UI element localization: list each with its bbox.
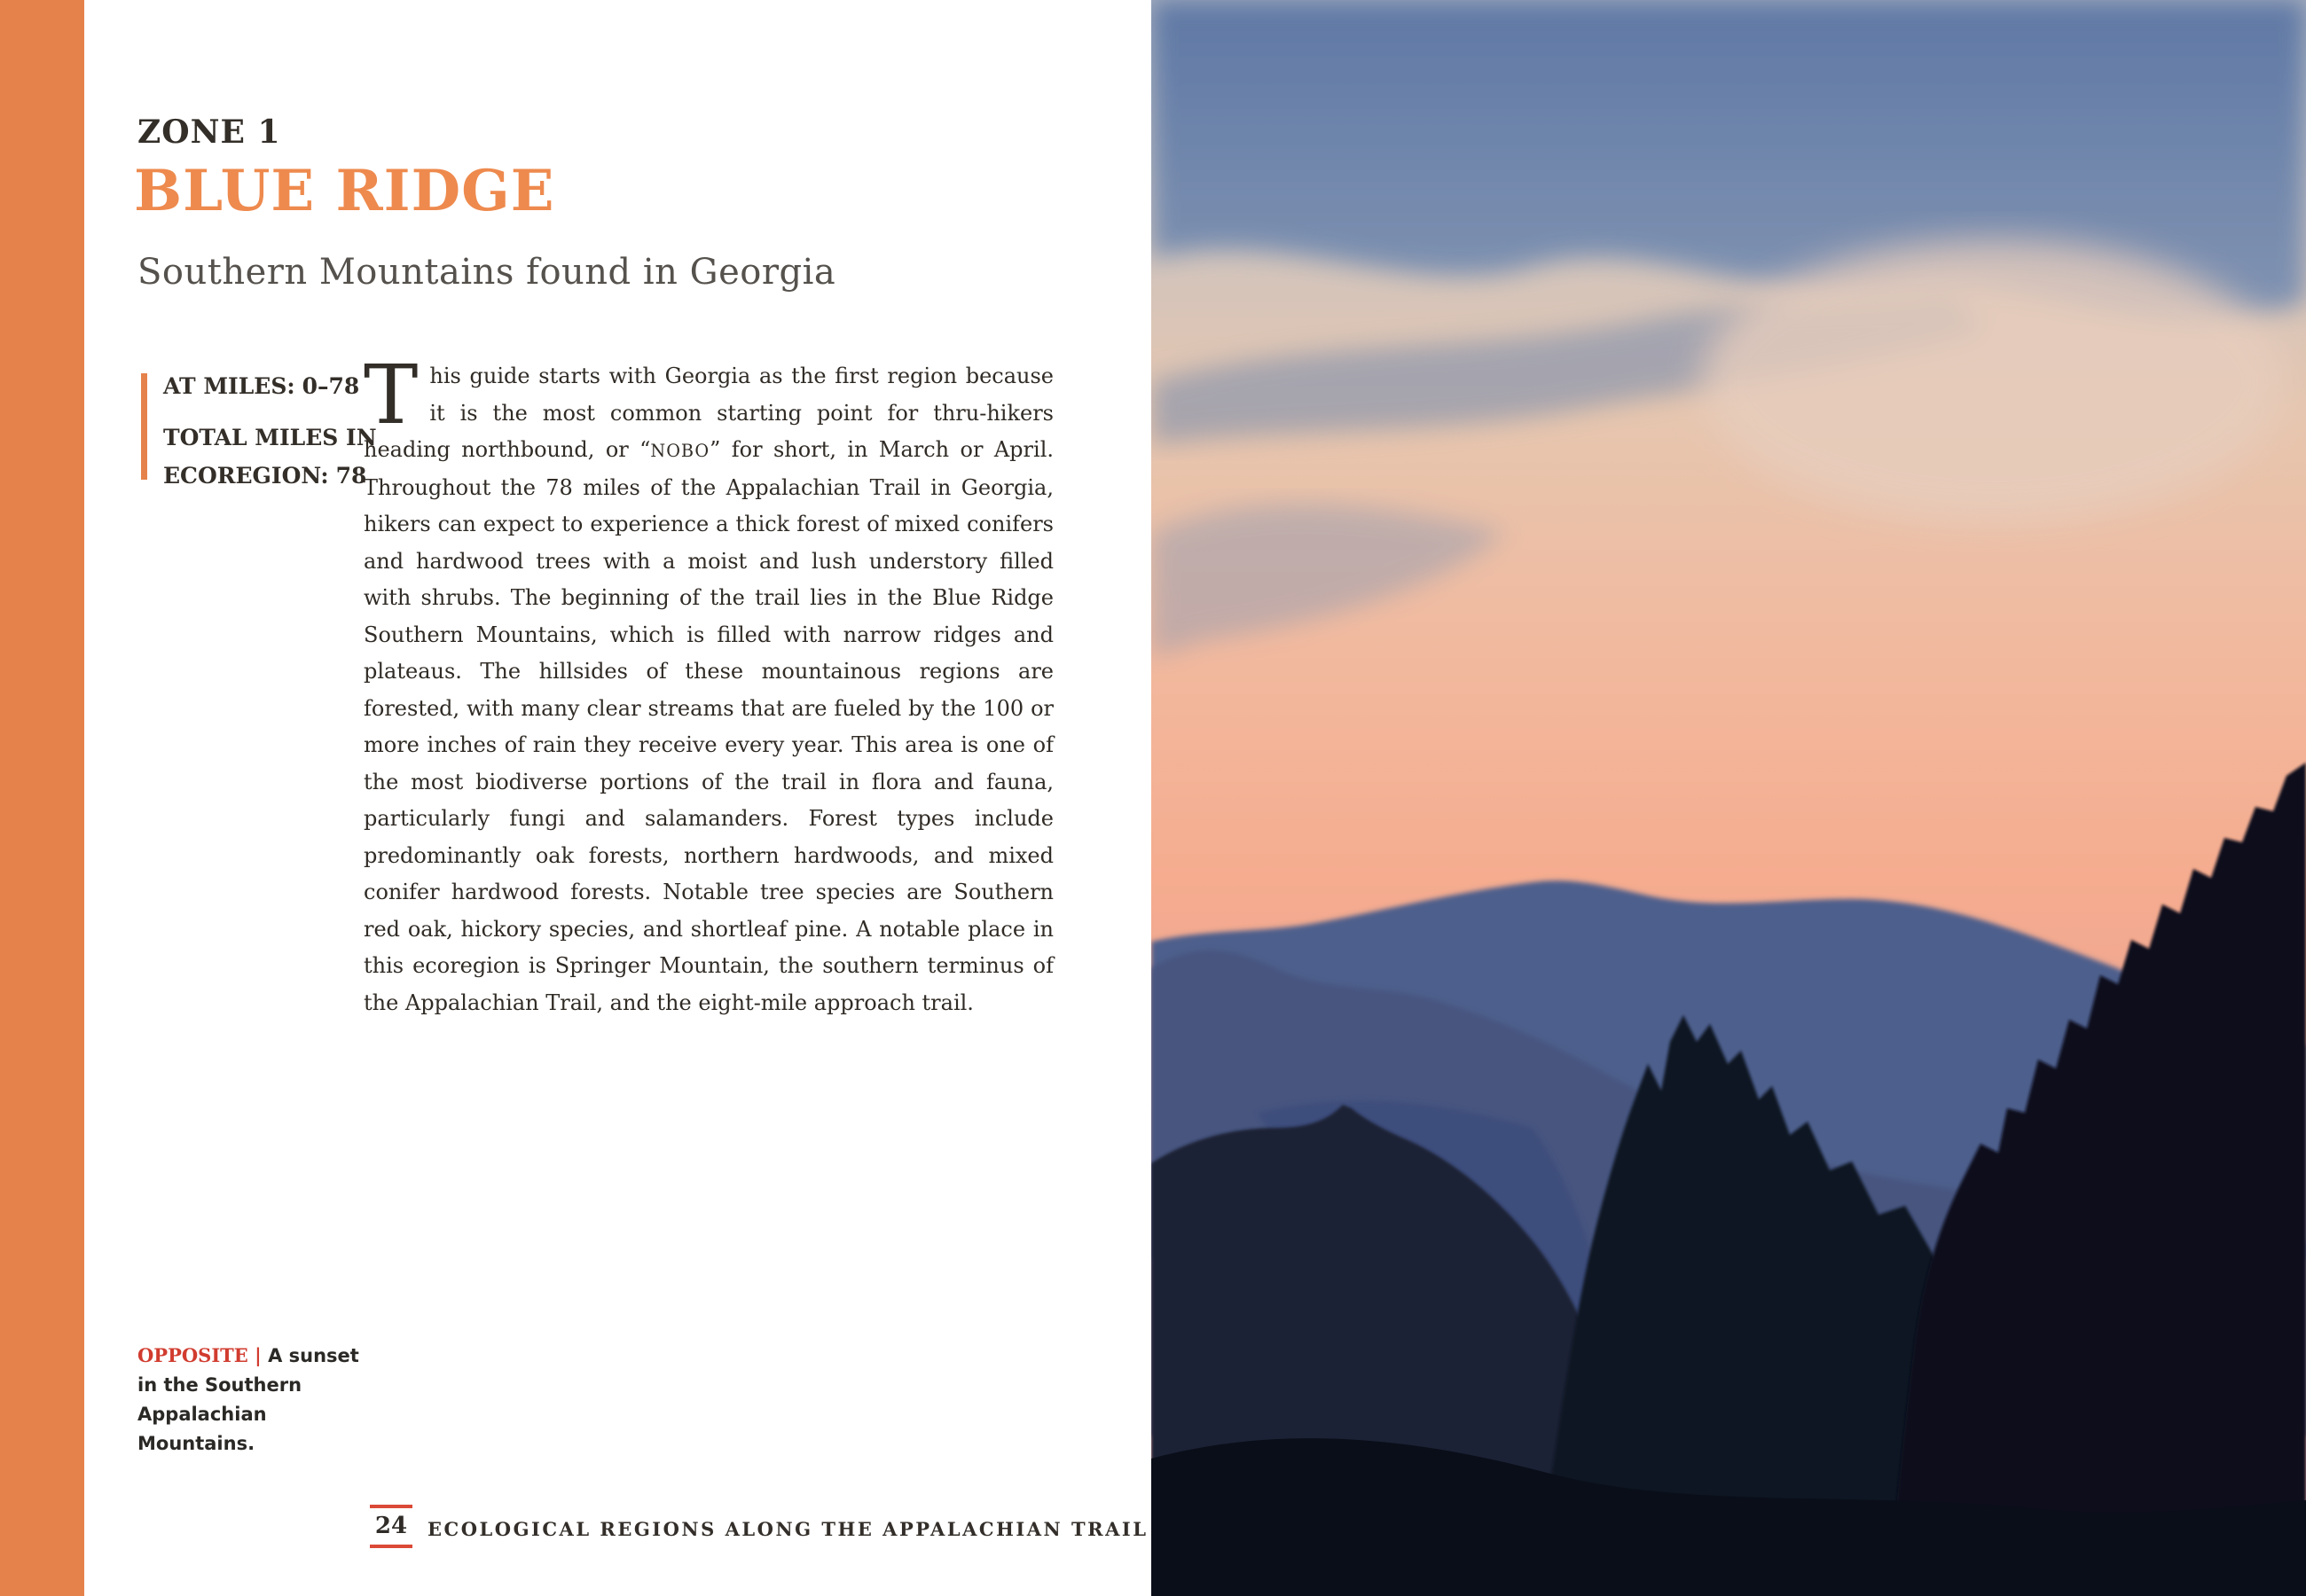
stat-value: 0–78	[302, 373, 360, 399]
page-number: 24	[374, 1513, 408, 1539]
body-text: his guide starts with Georgia as the first region because it is the most common starting point for thru-hikers heading northbound, or “	[364, 364, 1054, 462]
sunset-photo-art	[1151, 0, 2306, 1596]
nobo-smallcaps: NOBO	[650, 441, 710, 461]
body-text: ” for short, in March or April. Throughout the 78 miles of the Appalachian Trail in Georgia, hikers can expect to experience a thick forest of mixed conifers and hardwood trees with a moist and lush understory filled with shrubs. The beginning of the trail lies in the Blue Ridge Southern Mountains, which is filled with narrow ridges and plateaus. The hillsides of these mountainous regions are forested, with many clear streams that are fueled by the 100 or more inches of rain they receive every year. This area is one of the most biodiverse portions of the trail in flora and fauna, particularly fungi and salamanders. Forest types include predominantly oak forests, northern hardwoods, and mixed conifer hardwood forests. Notable tree species are Southern red oak, hickory species, and shortleaf pine. A notable place in this ecoregion is Springer Mountain, the southern terminus of the Appalachian Trail, and the eight-mile approach trail.	[364, 437, 1054, 1015]
page-subtitle: Southern Mountains found in Georgia	[137, 252, 836, 293]
sunset-photo	[1151, 0, 2306, 1596]
caption-text: A sunset in the Southern Appalachian Mountains.	[137, 1345, 359, 1454]
stat-label: TOTAL MILES IN ECOREGION:	[163, 425, 377, 489]
page-number-rule-bottom	[370, 1545, 412, 1548]
stat-value: 78	[335, 463, 367, 489]
caption-label: OPPOSITE |	[137, 1344, 262, 1366]
spine-strip	[0, 0, 84, 1596]
drop-cap: T	[364, 348, 419, 442]
page-number-block	[370, 1505, 412, 1548]
stat-total-miles	[163, 419, 387, 495]
stat-list	[163, 367, 387, 508]
stat-label: AT MILES:	[163, 373, 295, 399]
photo-caption	[137, 1341, 379, 1459]
running-title: ECOLOGICAL REGIONS ALONG THE APPALACHIAN TRAIL	[427, 1518, 1149, 1540]
stat-accent-bar	[141, 373, 147, 480]
zone-label: ZONE 1	[137, 113, 281, 151]
body-paragraph	[364, 348, 1054, 1021]
page-title: BLUE RIDGE	[134, 158, 555, 224]
stat-at-miles	[163, 367, 387, 405]
